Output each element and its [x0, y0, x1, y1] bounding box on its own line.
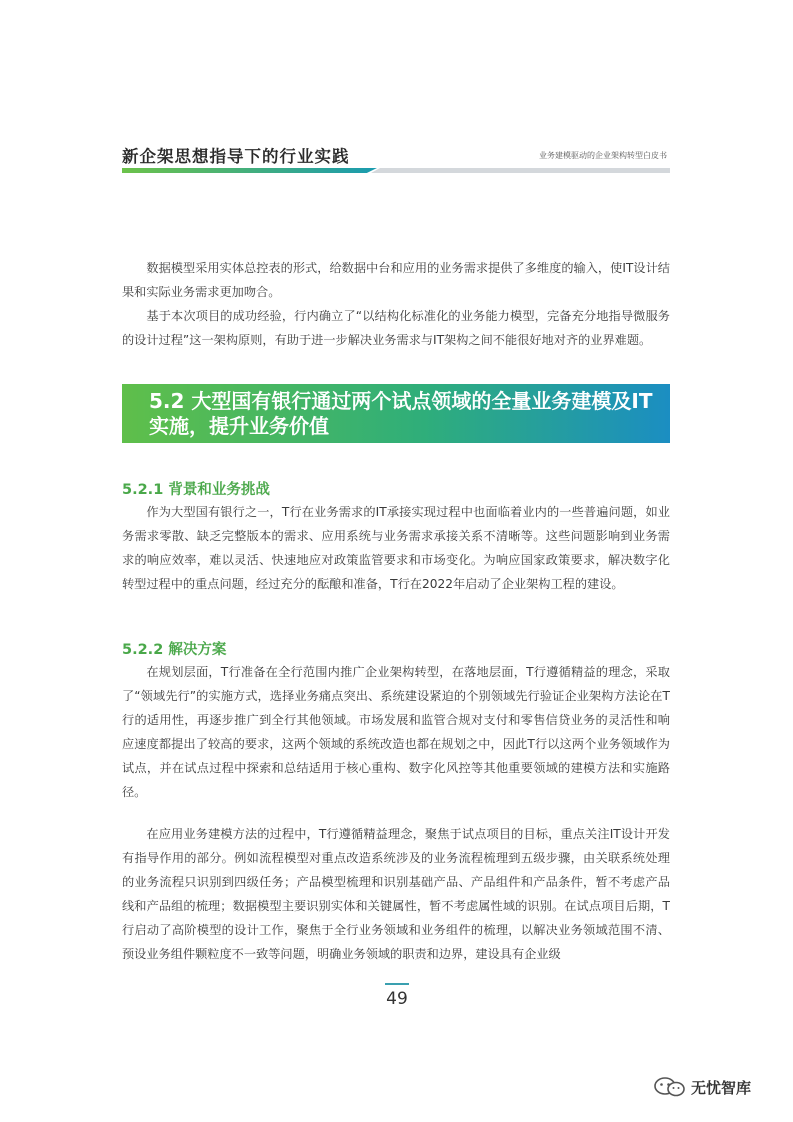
watermark — [653, 1075, 751, 1099]
header-subtitle: 业务建模驱动的企业架构转型白皮书 — [539, 151, 667, 160]
header-divider-accent — [122, 168, 377, 173]
page-number: 49 — [386, 989, 408, 1009]
section-title: 5.2 大型国有银行通过两个试点领域的全量业务建模及IT实施，提升业务价值 — [149, 389, 653, 438]
page-number-rule — [385, 983, 409, 985]
header-divider — [122, 168, 670, 173]
watermark-text: 无忧智库 — [691, 1078, 752, 1097]
subsection-2-paragraph-2: 在应用业务建模方法的过程中，T行遵循精益理念，聚焦于试点项目的目标，重点关注IT设计开发有指导作用的部分。例如流程模型对重点改造系统涉及的业务流程梳理到五级步骤，由关联系统处理的业务流程只识别到四级任务；产品模型梳理和识别基础产品、产品组件和产品条件，暂不考虑产品线和产品组的梳理；数据模型主要识别实体和关键属性，暂不考虑属性域的识别。在试点项目后期，T行启动了高阶模型的设计工作，聚焦于全行业务领域和业务组件的梳理，以解决业务领域范围不清、预设业务组件颗粒度不一致等问题，明确业务领域的职责和边界，建设具有企业级 — [122, 827, 670, 961]
section-banner — [122, 384, 670, 443]
intro-paragraph-2: 基于本次项目的成功经验，行内确立了“以结构化标准化的业务能力模型，完备充分地指导微服务的设计过程”这一架构原则，有助于进一步解决业务需求与IT架构之间不能很好地对齐的业界难题。 — [122, 309, 670, 347]
subsection-heading-1: 5.2.1 背景和业务挑战 — [122, 482, 270, 498]
subsection-heading-2: 5.2.2 解决方案 — [122, 642, 227, 658]
header-title: 新企架思想指导下的行业实践 — [122, 147, 350, 166]
subsection-2-paragraph-1: 在规划层面，T行准备在全行范围内推广企业架构转型，在落地层面，T行遵循精益的理念，采取了“领域先行”的实施方式，选择业务痛点突出、系统建设紧迫的个别领域先行验证企业架构方法论在T行的适用性，再逐步推广到全行其他领域。市场发展和监管合规对支付和零售信贷业务的灵活性和响应速度都提出了较高的要求，这两个领域的系统改造也都在规划之中，因此T行以这两个业务领域作为试点，并在试点过程中探索和总结适用于核心重构、数字化风控等其他重要领域的建模方法和实施路径。 — [122, 665, 670, 799]
header-divider-gray — [371, 168, 670, 173]
intro-paragraph-1: 数据模型采用实体总控表的形式，给数据中台和应用的业务需求提供了多维度的输入，使IT设计结果和实际业务需求更加吻合。 — [122, 261, 670, 299]
subsection-1-paragraph-1: 作为大型国有银行之一，T行在业务需求的IT承接实现过程中也面临着业内的一些普遍问题，如业务需求零散、缺乏完整版本的需求、应用系统与业务需求承接关系不清晰等。这些问题影响到业务需求的响应效率，难以灵活、快速地应对政策监管要求和市场变化。为响应国家政策要求，解决数字化转型过程中的重点问题，经过充分的酝酿和准备，T行在2022年启动了企业架构工程的建设。 — [122, 505, 670, 591]
wechat-icon — [653, 1076, 687, 1098]
